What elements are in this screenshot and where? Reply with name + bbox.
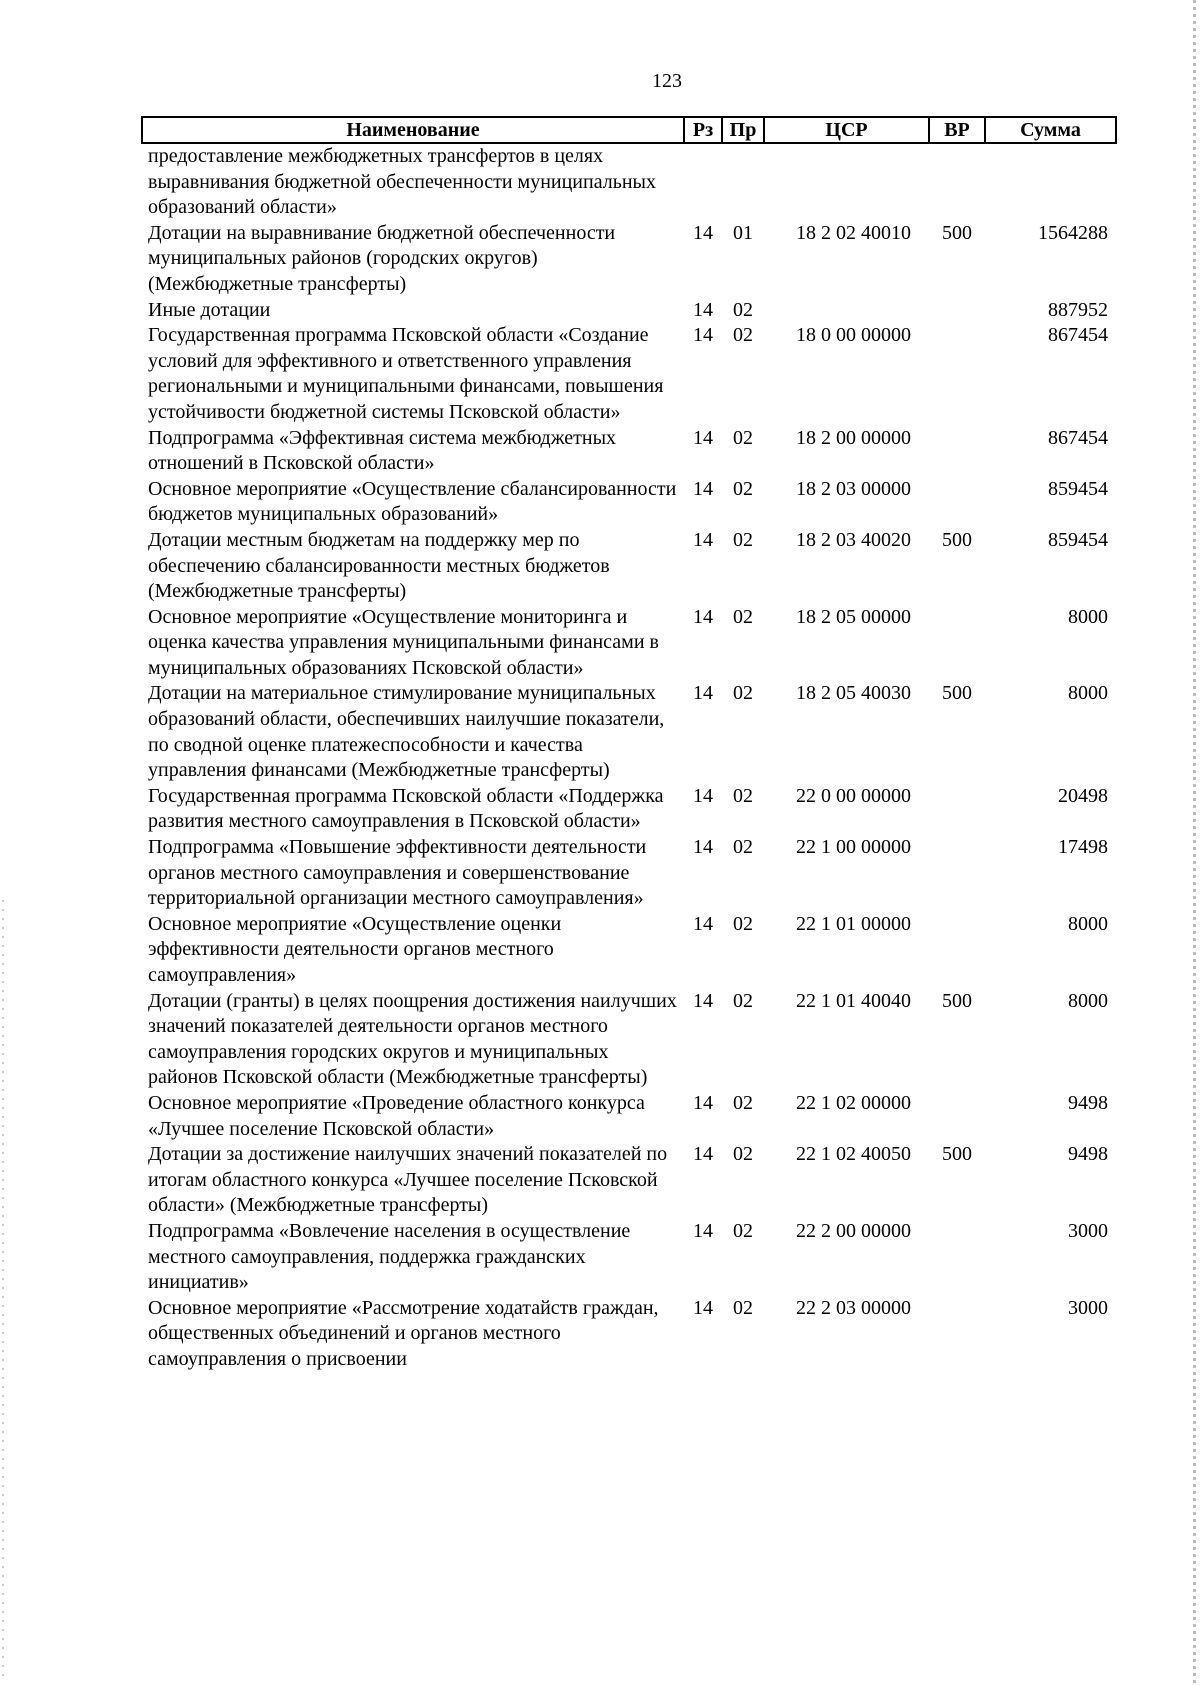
table-row (142, 605, 1116, 682)
cell-pr: 02 (733, 912, 753, 935)
cell-sum: 867454 (1048, 426, 1108, 449)
cell-rz: 14 (693, 221, 713, 244)
cell-name: Основное мероприятие «Осуществление мониторинга и оценка качества управления муниципальными финансами в муниципальных образованиях Псковской области» (148, 605, 659, 679)
cell-vr: 500 (942, 1143, 972, 1166)
scan-edge-right (1193, 0, 1196, 1686)
table-row (142, 528, 1116, 605)
cell-vr: 500 (942, 682, 972, 705)
table-row (142, 1219, 1116, 1296)
cell-vr (929, 605, 985, 682)
cell-csr: 22 2 03 00000 (796, 1296, 911, 1319)
cell-name: Государственная программа Псковской области «Поддержка развития местного самоуправления в Псковской области» (148, 784, 664, 833)
cell-sum: 9498 (1068, 1091, 1108, 1114)
cell-pr: 02 (733, 1296, 753, 1319)
cell-rz: 14 (693, 298, 713, 321)
cell-vr (929, 1091, 985, 1142)
cell-csr (764, 143, 929, 221)
cell-vr (929, 1219, 985, 1296)
cell-vr (929, 912, 985, 989)
cell-name: Государственная программа Псковской области «Создание условий для эффективного и ответственного управления региональными и муниципальными финансами, повышения устойчивости бюджетной системы Псковской области» (148, 324, 664, 423)
table-row (142, 681, 1116, 783)
cell-pr: 02 (733, 682, 753, 705)
cell-vr: 500 (942, 989, 972, 1012)
cell-name: Основное мероприятие «Рассмотрение ходатайств граждан, общественных объединений и органов местного самоуправления о присвоении (148, 1296, 659, 1370)
cell-csr: 18 2 05 40030 (796, 682, 911, 705)
cell-vr (929, 784, 985, 835)
cell-rz: 14 (693, 324, 713, 347)
cell-vr: 500 (942, 528, 972, 551)
cell-rz: 14 (693, 836, 713, 859)
cell-name: Подпрограмма «Повышение эффективности деятельности органов местного самоуправления и совершенствование территориальной организации местного самоуправления» (148, 836, 647, 910)
cell-pr: 01 (733, 221, 753, 244)
cell-rz: 14 (693, 477, 713, 500)
cell-rz: 14 (693, 1296, 713, 1319)
cell-vr (929, 835, 985, 912)
cell-sum: 3000 (1068, 1296, 1108, 1319)
cell-name: Иные дотации (148, 298, 271, 321)
cell-csr: 18 2 03 00000 (796, 477, 911, 500)
table-row (142, 143, 1116, 221)
cell-sum: 8000 (1068, 912, 1108, 935)
cell-rz: 14 (693, 784, 713, 807)
cell-pr: 02 (733, 1219, 753, 1242)
cell-pr: 02 (733, 477, 753, 500)
cell-rz (684, 143, 722, 221)
cell-rz: 14 (693, 605, 713, 628)
cell-sum: 8000 (1068, 989, 1108, 1012)
header-vr: ВР (929, 117, 985, 143)
cell-rz: 14 (693, 989, 713, 1012)
table-row (142, 835, 1116, 912)
cell-csr: 18 2 05 00000 (796, 605, 911, 628)
cell-csr (764, 298, 929, 324)
cell-sum: 1564288 (1038, 221, 1108, 244)
cell-sum: 3000 (1068, 1219, 1108, 1242)
cell-rz: 14 (693, 682, 713, 705)
cell-csr: 18 2 03 40020 (796, 528, 911, 551)
cell-sum: 887952 (1048, 298, 1108, 321)
cell-csr: 22 1 02 00000 (796, 1091, 911, 1114)
cell-name: Дотации (гранты) в целях поощрения достижения наилучших значений показателей деятельности органов местного самоуправления городских округов и муниципальных районов Псковской области (Межбюджетные трансферты) (148, 989, 677, 1089)
table-row (142, 989, 1116, 1091)
cell-pr: 02 (733, 324, 753, 347)
cell-csr: 22 1 02 40050 (796, 1143, 911, 1166)
table-body (142, 143, 1116, 1373)
cell-pr: 02 (733, 298, 753, 321)
cell-name: Основное мероприятие «Проведение областного конкурса «Лучшее поселение Псковской области» (148, 1091, 645, 1140)
cell-vr (929, 143, 985, 221)
cell-sum: 17498 (1058, 836, 1108, 859)
budget-table (141, 116, 1117, 1373)
table-row (142, 1091, 1116, 1142)
table-row (142, 477, 1116, 528)
cell-pr: 02 (733, 836, 753, 859)
cell-name: Основное мероприятие «Осуществление оценки эффективности деятельности органов местного самоуправления» (148, 912, 562, 986)
table-row (142, 784, 1116, 835)
cell-pr: 02 (733, 605, 753, 628)
table-row (142, 221, 1116, 298)
cell-csr: 18 0 00 00000 (796, 324, 911, 347)
cell-rz: 14 (693, 1091, 713, 1114)
cell-pr: 02 (733, 989, 753, 1012)
header-sum: Сумма (985, 117, 1116, 143)
cell-csr: 18 2 00 00000 (796, 426, 911, 449)
cell-name: Подпрограмма «Эффективная система межбюджетных отношений в Псковской области» (148, 426, 617, 475)
cell-sum: 867454 (1048, 324, 1108, 347)
cell-csr: 22 0 00 00000 (796, 784, 911, 807)
cell-name: Подпрограмма «Вовлечение населения в осуществление местного самоуправления, поддержка гражданских инициатив» (148, 1219, 631, 1294)
table-header-row (142, 117, 1116, 143)
table-row (142, 426, 1116, 477)
cell-vr: 500 (942, 221, 972, 244)
cell-pr: 02 (733, 528, 753, 551)
cell-name: Дотации местным бюджетам на поддержку мер по обеспечению сбалансированности местных бюджетов (Межбюджетные трансферты) (148, 528, 610, 603)
cell-csr: 18 2 02 40010 (796, 221, 911, 244)
cell-vr (929, 477, 985, 528)
table-row (142, 1142, 1116, 1219)
cell-name: Основное мероприятие «Осуществление сбалансированности бюджетов муниципальных образований» (148, 477, 677, 526)
cell-pr: 02 (733, 784, 753, 807)
scan-edge-left (2, 900, 4, 1680)
cell-pr: 02 (733, 426, 753, 449)
cell-csr: 22 1 01 00000 (796, 912, 911, 935)
header-name: Наименование (142, 117, 684, 143)
cell-rz: 14 (693, 528, 713, 551)
cell-vr (929, 298, 985, 324)
cell-pr: 02 (733, 1143, 753, 1166)
cell-rz: 14 (693, 1143, 713, 1166)
cell-csr: 22 2 00 00000 (796, 1219, 911, 1242)
cell-rz: 14 (693, 912, 713, 935)
cell-csr: 22 1 00 00000 (796, 836, 911, 859)
cell-sum (985, 143, 1116, 221)
cell-name: Дотации на материальное стимулирование муниципальных образований области, обеспечивших наилучшие показатели, по сводной оценке платежеспособности и качества управления финансами (Межбюджетные трансферты) (148, 682, 665, 782)
cell-rz: 14 (693, 1219, 713, 1242)
cell-pr (722, 143, 764, 221)
cell-sum: 9498 (1068, 1143, 1108, 1166)
cell-name: Дотации на выравнивание бюджетной обеспеченности муниципальных районов (городских округов) (Межбюджетные трансферты) (148, 221, 616, 295)
cell-vr (929, 323, 985, 425)
cell-sum: 859454 (1048, 477, 1108, 500)
cell-name: предоставление межбюджетных трансфертов в целях выравнивания бюджетной обеспеченности муниципальных образований области» (148, 145, 656, 219)
cell-vr (929, 426, 985, 477)
header-rz: Рз (684, 117, 722, 143)
cell-vr (929, 1296, 985, 1373)
table-row (142, 298, 1116, 324)
cell-name: Дотации за достижение наилучших значений показателей по итогам областного конкурса «Лучшее поселение Псковской области» (Межбюджетные трансферты) (148, 1143, 668, 1217)
cell-sum: 8000 (1068, 605, 1108, 628)
table-row (142, 323, 1116, 425)
cell-sum: 859454 (1048, 528, 1108, 551)
header-pr: Пр (722, 117, 764, 143)
cell-rz: 14 (693, 426, 713, 449)
cell-csr: 22 1 01 40040 (796, 989, 911, 1012)
table-row (142, 912, 1116, 989)
page-number: 123 (652, 70, 682, 92)
cell-sum: 8000 (1068, 682, 1108, 705)
cell-pr: 02 (733, 1091, 753, 1114)
cell-sum: 20498 (1058, 784, 1108, 807)
header-csr: ЦСР (764, 117, 929, 143)
table-row (142, 1296, 1116, 1373)
